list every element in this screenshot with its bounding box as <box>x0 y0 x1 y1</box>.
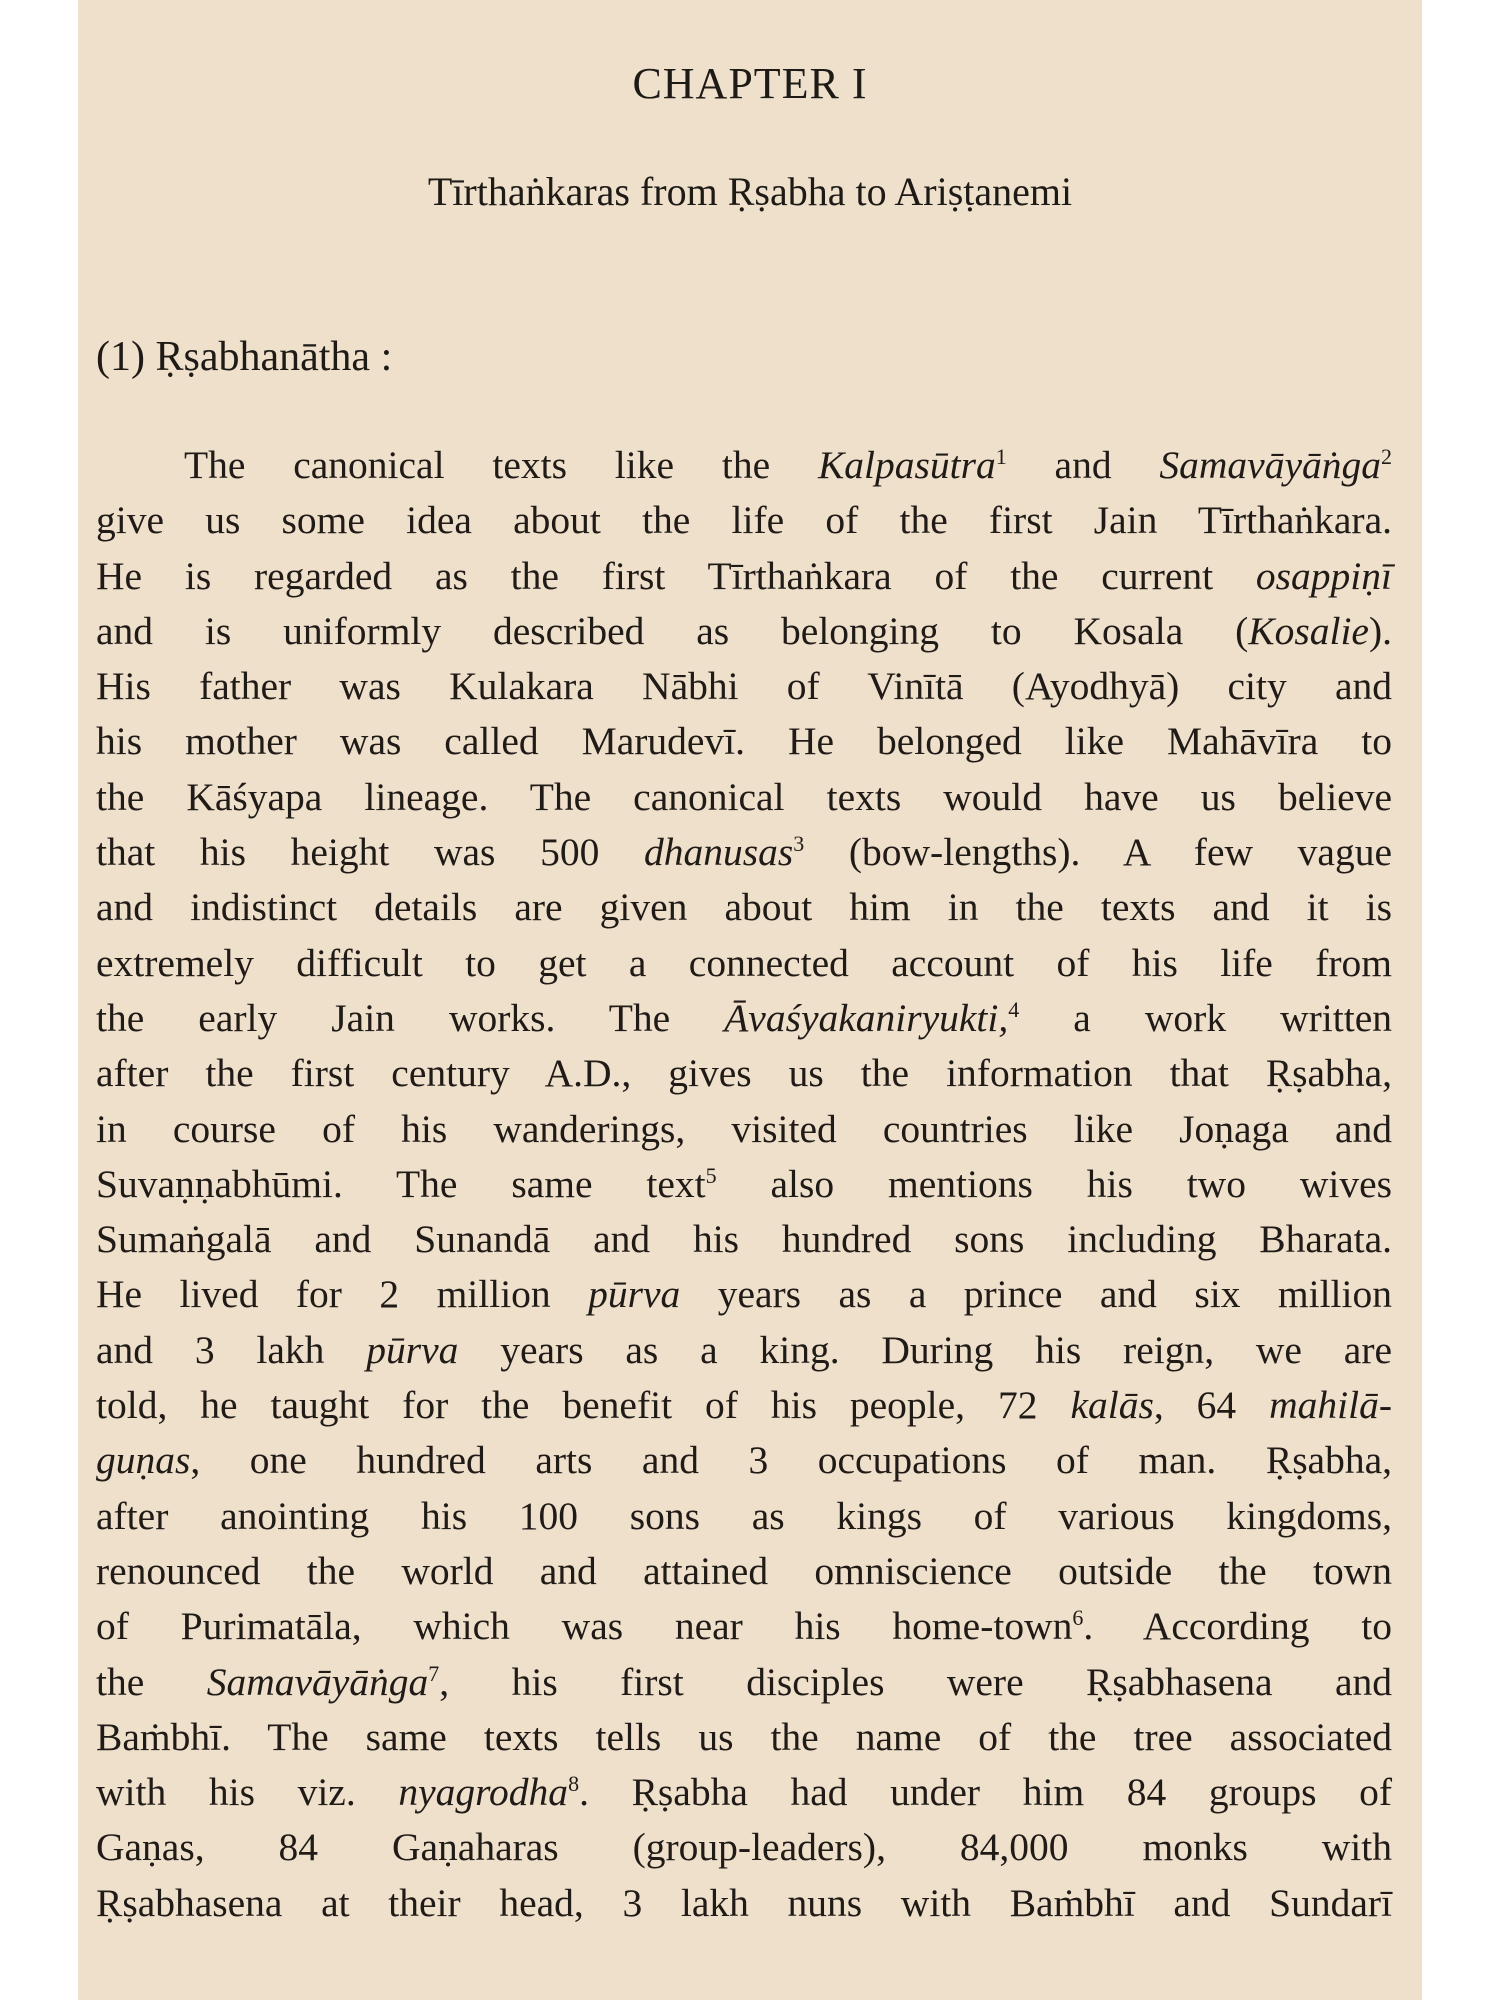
text-line <box>96 1157 1392 1212</box>
text-line <box>96 1820 1392 1875</box>
text-run: in course of his wanderings, visited countries like Joṇaga and <box>96 1106 1392 1151</box>
text-line <box>96 604 1392 659</box>
text-run: and is uniformly described as belonging to Kosala ( <box>96 608 1249 653</box>
footnote-marker: 1 <box>995 444 1007 469</box>
text-run: also mentions his two wives <box>716 1161 1392 1206</box>
text-line <box>96 770 1392 825</box>
text-line <box>96 1433 1392 1488</box>
italic-term: Samavāyāṅga <box>1159 443 1381 487</box>
text-line <box>96 936 1392 991</box>
text-line <box>96 1710 1392 1765</box>
text-run: the Kāśyapa lineage. The canonical texts would have us believe <box>96 774 1392 819</box>
text-line <box>96 659 1392 714</box>
italic-term: pūrva <box>366 1327 459 1372</box>
footnote-marker: 4 <box>1008 996 1020 1022</box>
text-run: extremely difficult to get a connected account of his life from <box>96 940 1392 985</box>
text-line <box>96 1267 1392 1322</box>
text-line <box>96 1046 1392 1101</box>
text-run: the early Jain works. The <box>96 995 725 1040</box>
footnote-marker: 7 <box>428 1660 440 1686</box>
text-run: . Ṛṣabha had under him 84 groups of <box>579 1770 1392 1815</box>
footnote-marker: 8 <box>568 1771 580 1797</box>
text-run: the <box>96 1659 207 1704</box>
text-run: Baṁbhī. The same texts tells us the name of the tree associated <box>96 1714 1392 1759</box>
italic-term: Samavāyāṅga <box>206 1659 429 1704</box>
text-run: . According to <box>1083 1604 1392 1649</box>
text-line <box>96 880 1392 935</box>
text-line <box>96 1655 1392 1710</box>
body-paragraph <box>96 438 1392 1931</box>
text-line <box>96 493 1392 548</box>
italic-term: Kosalie <box>1248 608 1369 653</box>
text-run: of Purimatāla, which was near his home-town <box>96 1604 1073 1649</box>
text-line <box>96 1323 1392 1378</box>
text-line <box>96 1544 1392 1599</box>
text-run: give us some idea about the life of the first Jain Tīrthaṅkara. <box>96 498 1392 543</box>
text-run: ). <box>1368 608 1392 653</box>
text-run: after the first century A.D., gives us the information that Ṛṣabha, <box>96 1051 1392 1096</box>
footnote-marker: 6 <box>1072 1605 1084 1631</box>
italic-term: dhanusas <box>643 830 794 875</box>
text-run: He is regarded as the first Tīrthaṅkara of the current <box>96 553 1256 598</box>
italic-term: Āvaśyakaniryukti, <box>724 995 1009 1040</box>
italic-term: pūrva <box>588 1272 681 1317</box>
italic-term: guṇas <box>96 1438 191 1483</box>
text-run: years as a king. During his reign, we are <box>458 1327 1393 1372</box>
text-line <box>96 1599 1392 1654</box>
italic-term: mahilā- <box>1269 1383 1393 1428</box>
text-run: , one hundred arts and 3 occupations of man. Ṛṣabha, <box>190 1438 1392 1483</box>
text-run: Gaṇas, 84 Gaṇaharas (group-leaders), 84,000 monks with <box>96 1825 1392 1870</box>
text-line <box>96 1489 1392 1544</box>
italic-term: nyagrodha <box>398 1770 569 1815</box>
text-run: that his height was 500 <box>96 830 644 875</box>
text-line <box>96 991 1392 1046</box>
text-run: Ṛṣabhasena at their head, 3 lakh nuns with Baṁbhī and Sundarī <box>96 1880 1392 1925</box>
text-run: renounced the world and attained omniscience outside the town <box>96 1548 1392 1593</box>
text-run: , 64 <box>1153 1383 1270 1428</box>
text-run: years as a prince and six million <box>680 1272 1393 1317</box>
text-run: and 3 lakh <box>96 1327 367 1372</box>
text-run: His father was Kulakara Nābhi of Vinītā (Ayodhyā) city and <box>96 664 1392 709</box>
book-page <box>78 0 1422 2000</box>
footnote-marker: 5 <box>705 1162 717 1188</box>
footnote-marker: 3 <box>793 831 805 857</box>
section-heading: (1) Ṛṣabhanātha : <box>96 334 393 380</box>
text-run: and <box>1006 443 1160 487</box>
text-line <box>96 1765 1392 1820</box>
text-run: told, he taught for the benefit of his people, 72 <box>96 1383 1071 1428</box>
text-line <box>96 1876 1392 1931</box>
text-run: after anointing his 100 sons as kings of various kingdoms, <box>96 1493 1392 1538</box>
text-line <box>96 438 1392 493</box>
text-run: his mother was called Marudevī. He belonged like Mahāvīra to <box>96 719 1392 764</box>
text-run: (bow-lengths). A few vague <box>804 830 1392 875</box>
text-run: with his viz. <box>96 1770 399 1815</box>
text-run: Suvaṇṇabhūmi. The same text <box>96 1161 706 1206</box>
italic-term: osappiṇī <box>1255 553 1392 598</box>
italic-term: Kalpasūtra <box>817 443 996 487</box>
text-run: He lived for 2 million <box>96 1272 589 1317</box>
text-line <box>96 549 1392 604</box>
text-run: , his first disciples were Ṛṣabhasena and <box>439 1659 1392 1704</box>
footnote-marker: 2 <box>1381 444 1392 469</box>
text-line <box>96 825 1392 880</box>
text-run: and indistinct details are given about him in the texts and it is <box>96 885 1392 930</box>
text-run: Sumaṅgalā and Sunandā and his hundred sons including Bharata. <box>96 1217 1392 1262</box>
chapter-heading: CHAPTER I <box>632 59 868 108</box>
text-line <box>96 1102 1392 1157</box>
text-run: The canonical texts like the <box>184 443 818 487</box>
text-line <box>96 1378 1392 1433</box>
text-line <box>96 714 1392 769</box>
chapter-subtitle: Tīrthaṅkaras from Ṛṣabha to Ariṣṭanemi <box>427 169 1073 214</box>
text-run: a work written <box>1019 995 1392 1040</box>
text-line <box>96 1212 1392 1267</box>
italic-term: kalās <box>1070 1383 1154 1428</box>
